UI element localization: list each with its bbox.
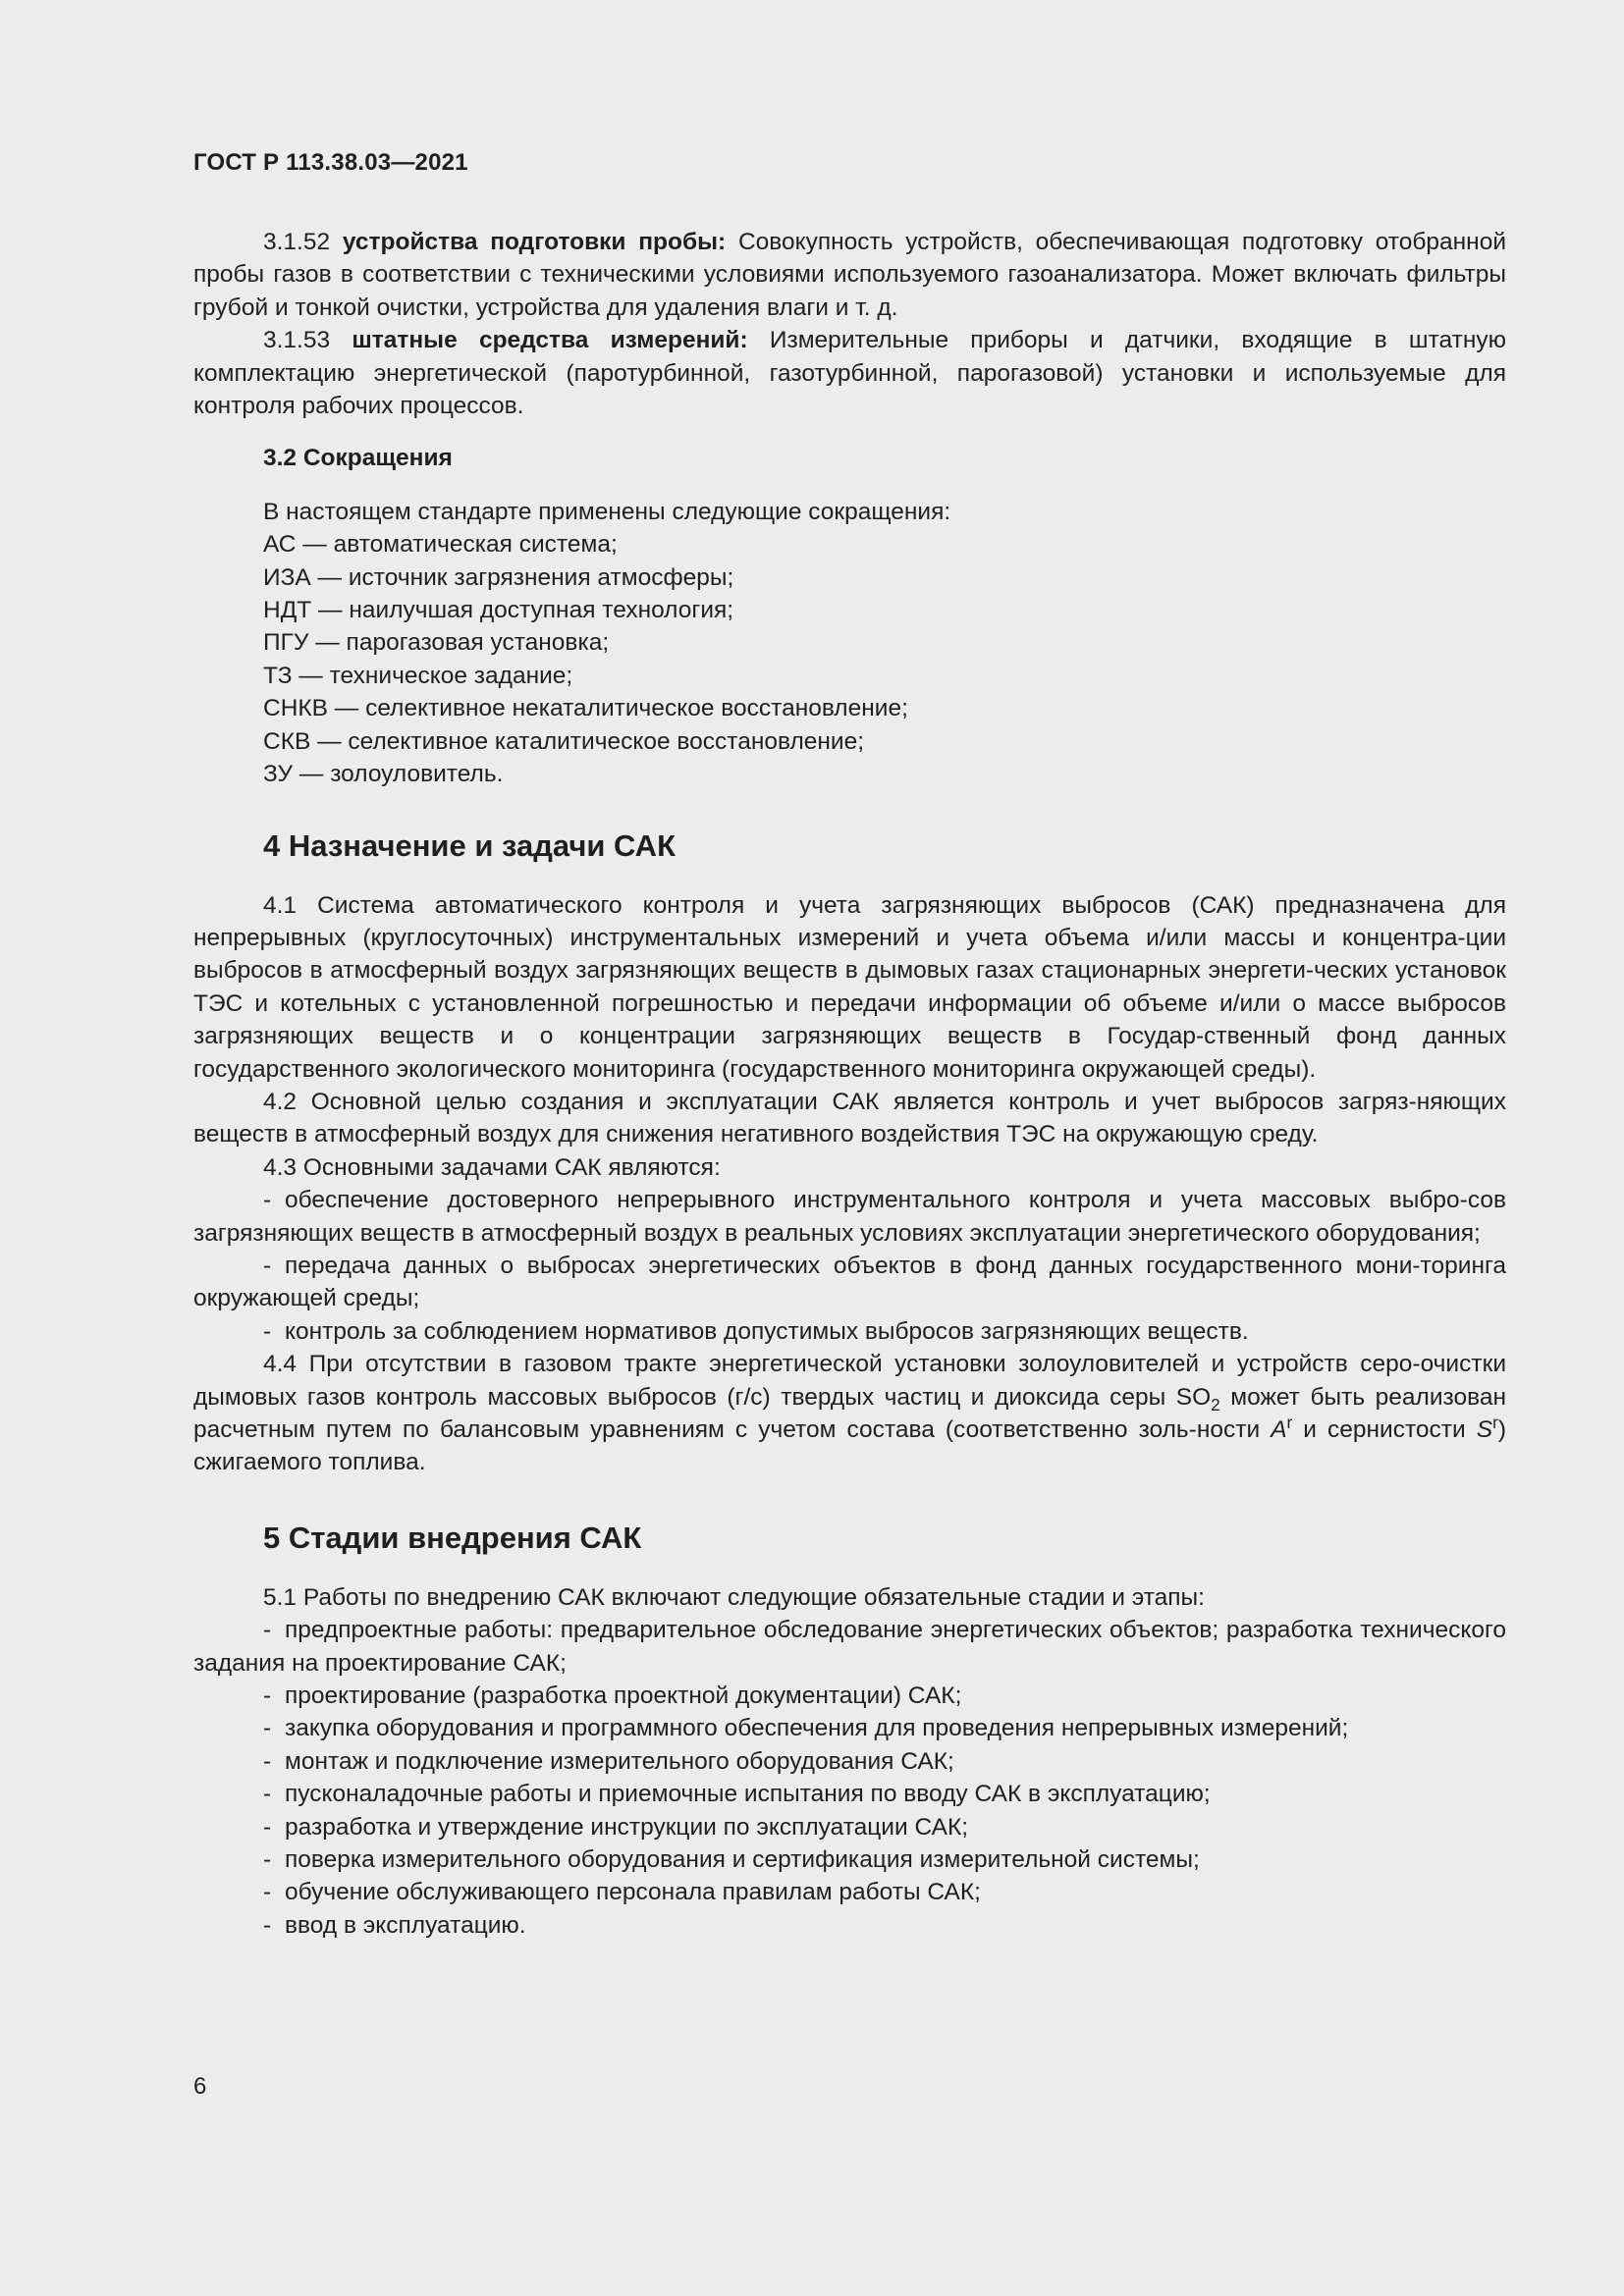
task-item [193, 1184, 1506, 1250]
abbreviation-item: СКВ — селективное каталитическое восстановление; [263, 727, 865, 755]
clause-number: 3.1.52 [263, 229, 331, 255]
subsection-title-3-2: 3.2 Сокращения [263, 445, 453, 472]
text-run: ) сжигаемого топлива. [193, 1416, 1506, 1476]
abbreviation-item: АС — автоматическая система; [263, 531, 618, 559]
stage-text: разработка и утверждение инструкции по эксплуатации САК; [285, 1813, 969, 1841]
stage-text: ввод в эксплуатацию. [285, 1911, 526, 1939]
section-title-4: 4 Назначение и задачи САК [263, 828, 676, 863]
list-bullet: - [263, 1781, 272, 1808]
document-header: ГОСТ Р 113.38.03—2021 [193, 149, 468, 176]
stage-item [193, 1712, 1506, 1744]
paragraph-4-1: 4.1 Система автоматического контроля и учета загрязняющих выбросов (САК) предназначена для непрерывных (круглосуточных) инструментальных измерений и учета объема и/или массы и концентра-ции выбросов в атмосферный воздух загрязняющих веществ в дымовых газах стационарных энергети-ческих установок ТЭС и котельных с установленной погрешностью и передачи информации об объеме и/или о массе выбросов загрязняющих веществ и о концентрации загрязняющих веществ в Государ-ственный фонд данных государственного экологического мониторинга (государственного мониторинга окружающей среды). [193, 891, 1506, 1083]
paragraph-4-4 [193, 1348, 1506, 1479]
text-run: 4.4 При отсутствии в газовом тракте энергетической установки золоуловителей и устройств серо-очистки дымовых газов контроль массовых выбросов (г/с) твердых частиц и диоксида серы SO [193, 1351, 1506, 1411]
paragraph-4-2: 4.2 Основной целью создания и эксплуатации САК является контроль и учет выбросов загряз-няющих веществ в атмосферный воздух для снижения негативного воздействия ТЭС на окружающую среду. [193, 1088, 1506, 1148]
variable: S [1476, 1416, 1493, 1443]
definition-3-1-52 [193, 226, 1506, 324]
list-bullet: - [263, 1846, 272, 1874]
definition-text: Совокупность устройств, обеспечивающая подготовку отобранной пробы газов в соответствии с техническими условиями используемого газоанализатора. Может включать фильтры грубой и тонкой очистки, устройства для удаления влаги и т. д. [193, 229, 1507, 321]
task-text: обеспечение достоверного непрерывного инструментального контроля и учета массовых выбро-сов загрязняющих веществ в атмосферный воздух в реальных условиях эксплуатации энергетического оборудования; [193, 1187, 1506, 1247]
stage-text: проектирование (разработка проектной документации) САК; [285, 1682, 962, 1710]
stage-item [193, 1843, 1506, 1876]
list-bullet: - [263, 1617, 272, 1644]
document-body [193, 226, 1506, 1942]
stage-item [193, 1909, 1506, 1942]
text-run: и сернистости [1292, 1416, 1477, 1443]
term: штатные средства измерений: [352, 327, 748, 354]
subscript: 2 [1211, 1394, 1220, 1415]
page-number: 6 [193, 2073, 207, 2100]
stage-item [193, 1680, 1506, 1712]
list-bullet: - [263, 1911, 272, 1939]
list-bullet: - [263, 1252, 272, 1279]
stage-text: поверка измерительного оборудования и сертификация измерительной системы; [285, 1846, 1200, 1874]
text-run: может быть реализован расчетным путем по балансовым уравнениям с учетом состава (соответственно золь-ности [193, 1383, 1506, 1443]
list-bullet: - [263, 1747, 272, 1775]
paragraph-4-3: 4.3 Основными задачами САК являются: [263, 1153, 721, 1181]
superscript: r [1286, 1413, 1293, 1432]
task-item [193, 1315, 1506, 1348]
stage-item [193, 1876, 1506, 1908]
section-title-5: 5 Стадии внедрения САК [263, 1520, 642, 1555]
task-text: передача данных о выбросах энергетических объектов в фонд данных государственного мони-торинга окружающей среды; [193, 1252, 1506, 1312]
term: устройства подготовки пробы: [342, 229, 727, 255]
abbreviation-item: НДТ — наилучшая доступная технология; [263, 597, 734, 624]
task-text: контроль за соблюдением нормативов допустимых выбросов загрязняющих веществ. [285, 1317, 1249, 1345]
list-bullet: - [263, 1682, 272, 1710]
definition-3-1-53 [193, 324, 1506, 422]
abbreviation-item: ЗУ — золоуловитель. [263, 761, 504, 788]
abbreviation-item: ТЗ — техническое задание; [263, 662, 573, 689]
superscript: r [1492, 1413, 1498, 1432]
stage-item [193, 1778, 1506, 1810]
variable: A [1271, 1416, 1287, 1443]
paragraph-5-1: 5.1 Работы по внедрению САК включают следующие обязательные стадии и этапы: [263, 1583, 1205, 1611]
abbreviation-item: ПГУ — парогазовая установка; [263, 629, 610, 657]
stage-text: обучение обслуживающего персонала правилам работы САК; [285, 1879, 981, 1906]
stage-item [193, 1614, 1506, 1680]
stage-text: закупка оборудования и программного обеспечения для проведения непрерывных измерений; [285, 1715, 1349, 1742]
list-bullet: - [263, 1813, 272, 1841]
clause-number: 3.1.53 [263, 327, 331, 354]
stage-text: монтаж и подключение измерительного оборудования САК; [285, 1747, 954, 1775]
list-bullet: - [263, 1879, 272, 1906]
abbreviation-item: СНКВ — селективное некаталитическое восстановление; [263, 695, 908, 722]
stage-text: пусконаладочные работы и приемочные испытания по вводу САК в эксплуатацию; [285, 1781, 1211, 1808]
list-bullet: - [263, 1715, 272, 1742]
definition-text: Измерительные приборы и датчики, входящие в штатную комплектацию энергетической (паротурбинной, газотурбинной, парогазовой) установки и используемые для контроля рабочих процессов. [193, 327, 1506, 420]
list-bullet: - [263, 1317, 272, 1345]
abbreviation-item: ИЗА — источник загрязнения атмосферы; [263, 563, 734, 591]
task-item [193, 1250, 1506, 1315]
list-bullet: - [263, 1187, 272, 1214]
stage-text: предпроектные работы: предварительное обследование энергетических объектов; разработка технического задания на проектирование САК; [193, 1617, 1506, 1677]
stage-item [193, 1811, 1506, 1843]
abbreviations-intro: В настоящем стандарте применены следующие сокращения: [263, 498, 951, 525]
stage-item [193, 1745, 1506, 1778]
